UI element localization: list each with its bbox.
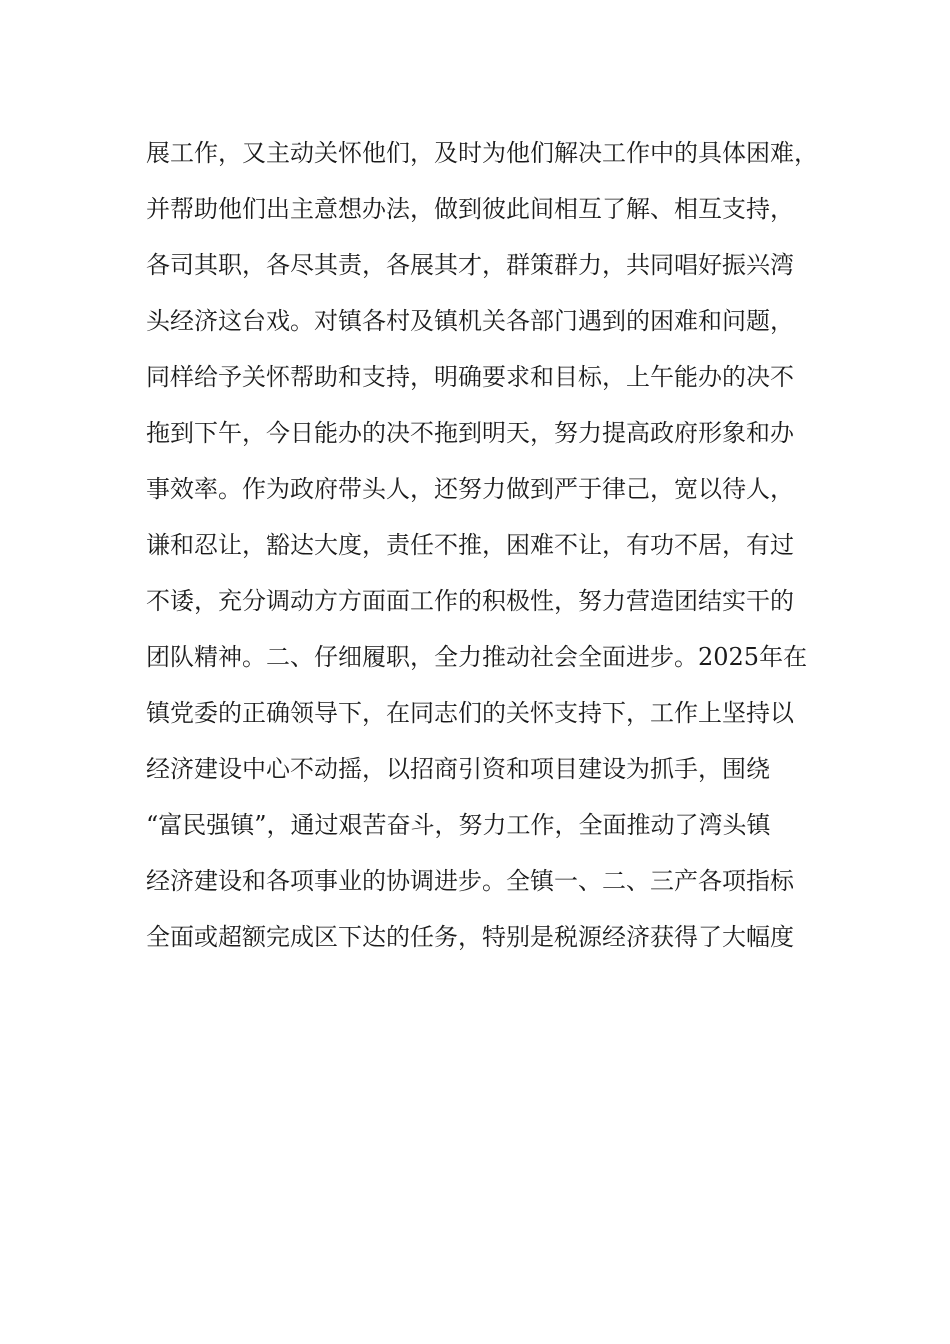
text-line: 全面或超额完成区下达的任务，特别是税源经济获得了大幅度 — [146, 923, 794, 951]
text-line: 不诿，充分调动方方面面工作的积极性，努力营造团结实干的 — [146, 587, 794, 615]
text-line: 头经济这台戏。对镇各村及镇机关各部门遇到的困难和问题， — [146, 307, 794, 335]
text-line: “富民强镇”，通过艰苦奋斗，努力工作，全面推动了湾头镇 — [146, 811, 771, 839]
text-line: 经济建设中心不动摇，以招商引资和项目建设为抓手，围绕 — [146, 755, 770, 783]
text-line: 拖到下午，今日能办的决不拖到明天，努力提高政府形象和办 — [146, 419, 794, 447]
text-line: 谦和忍让，豁达大度，责任不推，困难不让，有功不居，有过 — [146, 531, 794, 559]
text-line: 经济建设和各项事业的协调进步。全镇一、二、三产各项指标 — [146, 867, 794, 895]
text-line: 同样给予关怀帮助和支持，明确要求和目标，上午能办的决不 — [146, 363, 794, 391]
text-line: 各司其职，各尽其责，各展其才，群策群力，共同唱好振兴湾 — [146, 251, 794, 279]
text-line: 事效率。作为政府带头人，还努力做到严于律己，宽以待人， — [146, 475, 794, 503]
text-line: 团队精神。二、仔细履职，全力推动社会全面进步。2025年在 — [146, 643, 808, 671]
text-line: 展工作，又主动关怀他们，及时为他们解决工作中的具体困难， — [146, 139, 818, 167]
text-line: 并帮助他们出主意想办法，做到彼此间相互了解、相互支持， — [146, 195, 794, 223]
text-line: 镇党委的正确领导下，在同志们的关怀支持下，工作上坚持以 — [146, 699, 794, 727]
body-paragraph — [146, 131, 816, 971]
